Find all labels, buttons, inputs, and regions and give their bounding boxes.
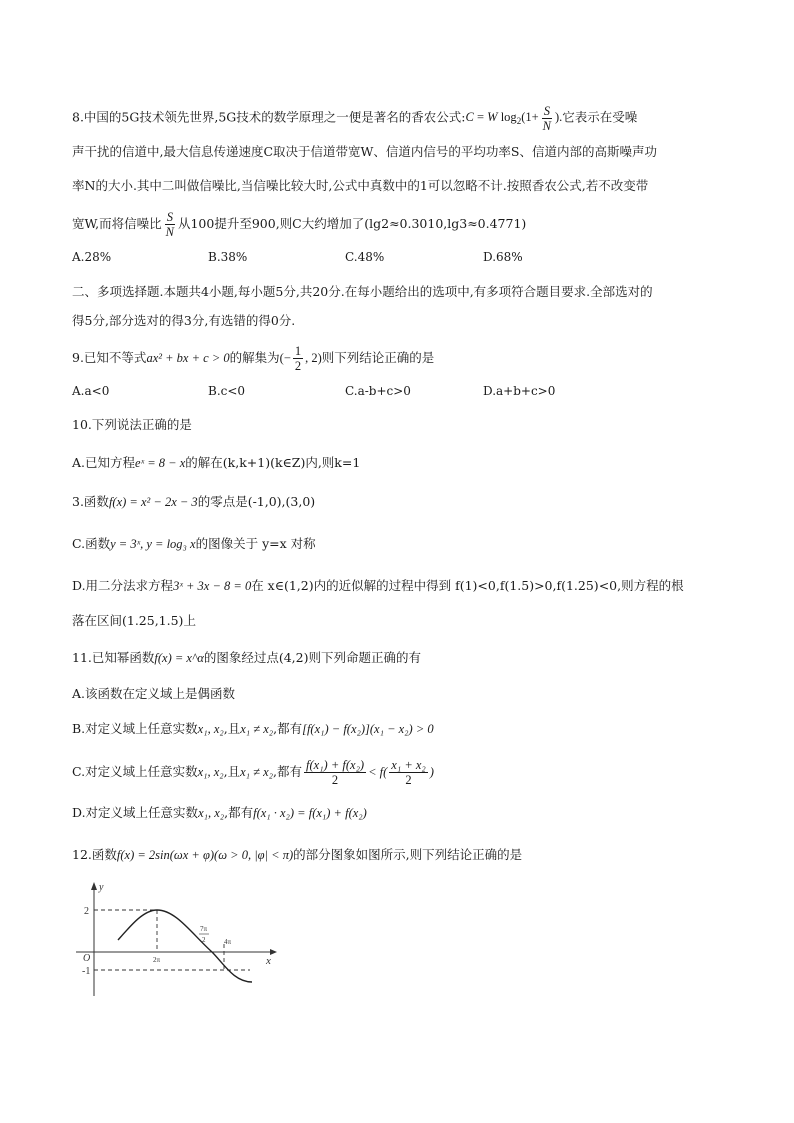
q8-lead-tail: 它表示在受噪 [562, 109, 638, 125]
x-axis-arrow [270, 949, 277, 955]
q8-option-c[interactable]: C.48% [345, 250, 385, 264]
q9-option-b[interactable]: B.c<0 [208, 384, 246, 398]
q8-line3: 率N的大小.其中二叫做信噪比,当信噪比较大时,公式中真数中的1可以忽略不计.按照香农公式,若不改变带 [72, 178, 649, 193]
q8-lead: 8.中国的5G技术领先世界,5G技术的数学原理之一便是著名的香农公式: [72, 109, 466, 125]
q10-option-d[interactable]: D.用二分法求方程3ˣ + 3x − 8 = 0在 x∈(1,2)内的近似解的过程中得到 f(1)<0,f(1.5)>0,f(1.25)<0,则方程的根 [72, 578, 684, 593]
q8-snr-fraction-2: $\frac{S}{N}$ [165, 210, 174, 239]
q8-line2: 声干扰的信道中,最大信息传递速度C取决于信道带宽W、信道内信号的平均功率S、信道内部的高斯噪声功 [72, 144, 657, 159]
y-max-label: 2 [84, 906, 89, 917]
q8-option-a[interactable]: A.28% [72, 250, 112, 264]
sine-graph [72, 878, 282, 1000]
q10-option-d-cont: 落在区间(1.25,1.5)上 [72, 613, 196, 628]
section2-line2: 得5分,部分选对的得3分,有选错的得0分. [72, 313, 296, 328]
q8-line1 [72, 104, 732, 133]
x-axis-label: x [266, 955, 271, 967]
q11-option-a[interactable]: A.该函数在定义域上是偶函数 [72, 686, 236, 701]
q8-snr-fraction: $\frac{S}{N}$ [542, 104, 551, 133]
q8-line4: 宽W,而将信噪比 $\frac{S}{N}$ 从100提升至900,则C大约增加了(lg2≈0.3010,lg3≈0.4771) [72, 210, 527, 239]
q8-option-b[interactable]: B.38% [208, 250, 248, 264]
q10-option-a[interactable]: A.已知方程eˣ = 8 − x的解在(k,k+1)(k∈Z)内,则k=1 [72, 455, 361, 470]
q10-option-c[interactable]: C.函数y = 3ˣ, y = log₃ x的图像关于 y=x 对称 [72, 536, 316, 551]
q11-option-b[interactable]: B.对定义域上任意实数x₁, x₂,且x₁ ≠ x₂,都有[f(x₁) − f(x₂)](x₁ − x₂) > 0 [72, 721, 434, 736]
y-axis-arrow [91, 882, 97, 890]
x-peak-label: 2π [153, 956, 161, 964]
sine-curve [118, 910, 252, 982]
q11-option-c[interactable]: C.对定义域上任意实数x₁, x₂,且x₁ ≠ x₂,都有 $\frac{\text{f(x₁) + f(x₂)}}{2}$ < f( $\frac{\text{x₁ + x₂}}{2}$ ) [72, 758, 434, 787]
q9-option-c[interactable]: C.a-b+c>0 [345, 384, 411, 398]
q10-option-b[interactable]: 3.函数f(x) = x² − 2x − 3的零点是(-1,0),(3,0) [72, 494, 316, 509]
q11-stem: 11.已知幂函数f(x) = x^α的图象经过点(4,2)则下列命题正确的有 [72, 650, 421, 665]
q11-c-fraction-left: $\frac{\text{f(x₁) + f(x₂)}}{2}$ [306, 758, 365, 787]
y-axis-label: y [99, 882, 104, 893]
y-min-label: -1 [82, 966, 91, 977]
x-zero-num: 7π [200, 925, 208, 933]
x-end-label: 4π [224, 938, 232, 946]
q9-inequality: ax² + bx + c > 0 [146, 351, 230, 365]
q9-option-a[interactable]: A.a<0 [72, 384, 110, 398]
q8-formula: C = W $\log_2(1+$ $\frac{S}{N}$ ). [465, 104, 563, 133]
section2-line1: 二、多项选择题.本题共4小题,每小题5分,共20分.在每小题给出的选项中,有多项符合题目要求.全部选对的 [72, 284, 653, 299]
q9-option-d[interactable]: D.a+b+c>0 [483, 384, 556, 398]
q8-option-d[interactable]: D.68% [483, 250, 523, 264]
q12-stem: 12.函数f(x) = 2sin(ωx + φ)(ω > 0, |φ| < π)的部分图象如图所示,则下列结论正确的是 [72, 847, 523, 862]
q11-c-fraction-right: $\frac{\text{x₁ + x₂}}{2}$ [391, 758, 426, 787]
origin-label: O [83, 953, 91, 964]
q9-stem: 9.已知不等式ax² + bx + c > 0的解集为(− $\frac{1}{2}$ , 2)则下列结论正确的是 [72, 344, 435, 373]
x-zero-den: 2 [202, 936, 206, 944]
q9-half-fraction: $\frac{1}{2}$ [294, 344, 302, 373]
q11-option-d[interactable]: D.对定义域上任意实数x₁, x₂,都有f(x₁ · x₂) = f(x₁) + f(x₂) [72, 805, 367, 820]
q10-title: 10.下列说法正确的是 [72, 417, 192, 432]
